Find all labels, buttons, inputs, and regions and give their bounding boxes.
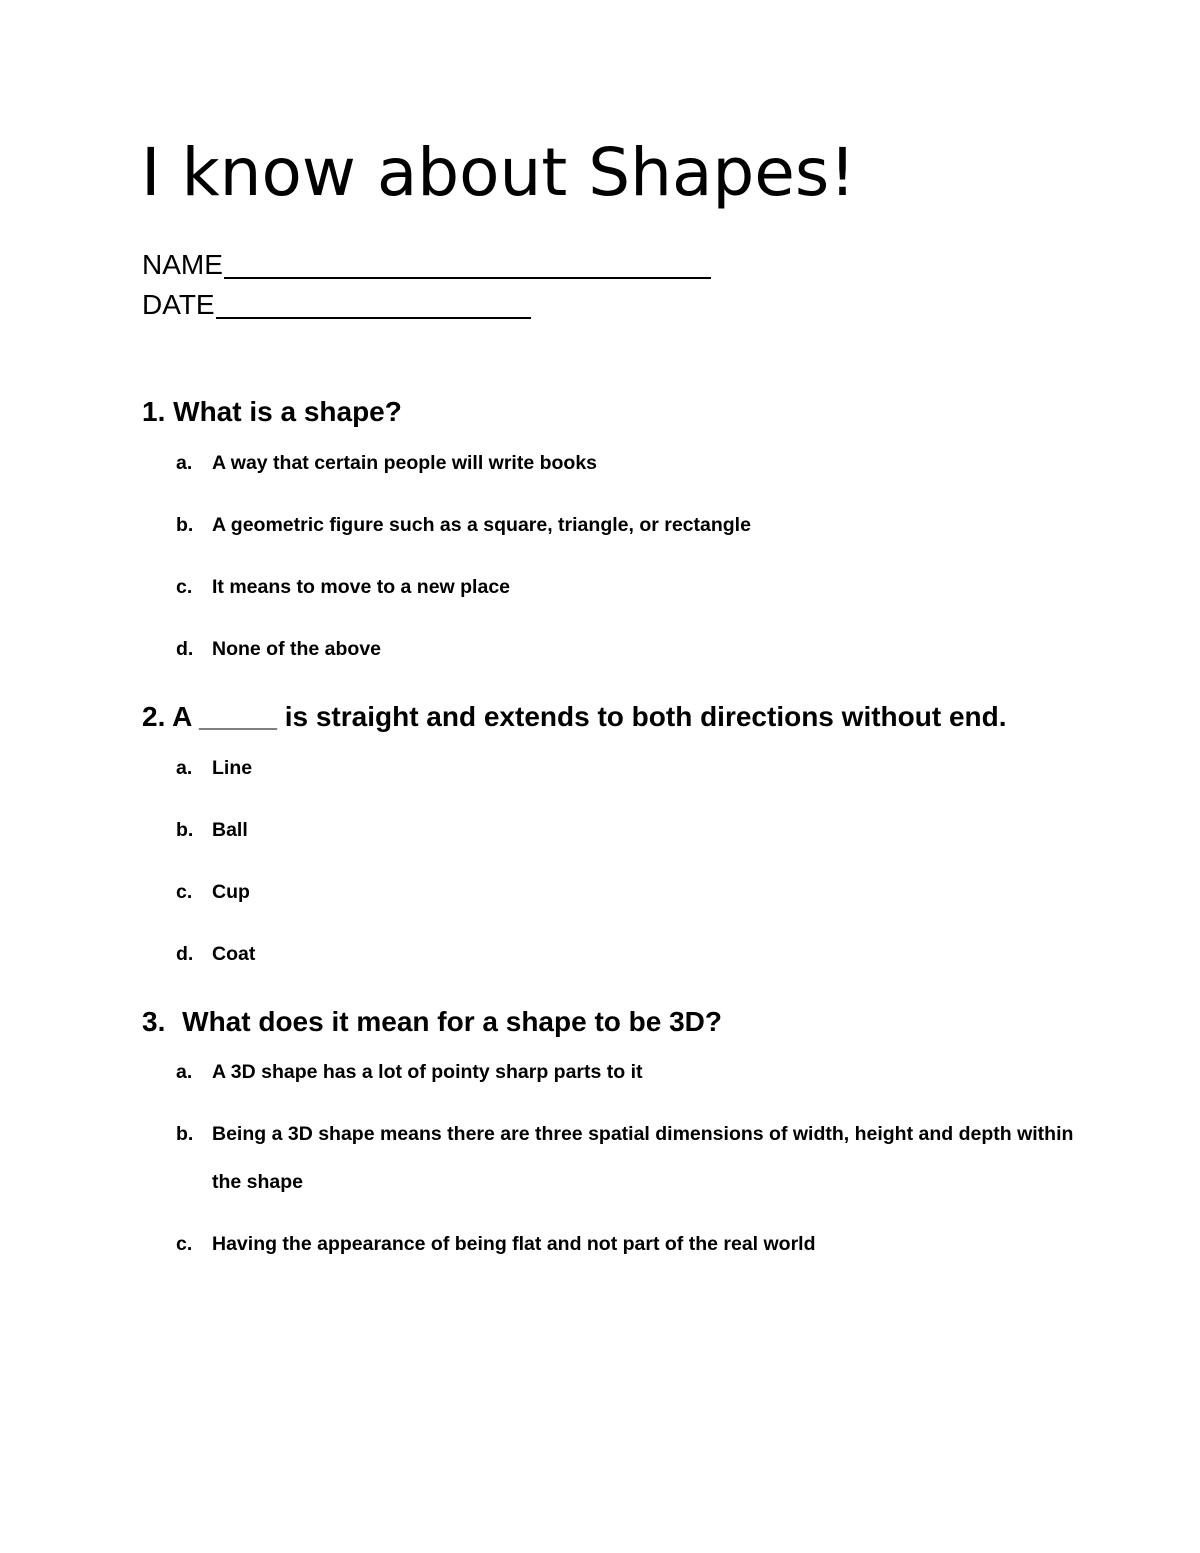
question-number: 3. — [142, 1006, 166, 1037]
date-field — [142, 291, 531, 319]
question-2-option-b — [176, 806, 1076, 854]
question-1 — [142, 398, 402, 426]
question-2-option-c — [176, 868, 1076, 916]
question-1-option-c — [176, 563, 1076, 611]
option-text: Ball — [212, 819, 248, 841]
name-field — [142, 251, 711, 279]
option-letter: d. — [176, 943, 194, 965]
question-number: 1. — [142, 396, 166, 427]
option-text: Being a 3D shape means there are three spatial dimensions of width, height and depth within the shape — [212, 1123, 1074, 1193]
option-text: A way that certain people will write books — [212, 452, 598, 474]
question-text: What is a shape? — [173, 396, 402, 427]
option-text: Line — [212, 757, 253, 779]
question-text: What does it mean for a shape to be 3D? — [182, 1006, 723, 1037]
option-letter: a. — [176, 452, 193, 474]
question-1-option-a — [176, 439, 1076, 487]
name-blank-line[interactable] — [224, 251, 711, 279]
worksheet-title: I know about Shapes! — [141, 134, 856, 211]
option-text: It means to move to a new place — [212, 576, 511, 598]
option-text: Cup — [212, 881, 250, 903]
question-3-option-b — [176, 1110, 1076, 1206]
option-text: None of the above — [212, 638, 382, 660]
option-letter: a. — [176, 1061, 193, 1083]
option-text: A 3D shape has a lot of pointy sharp parts to it — [212, 1061, 643, 1083]
option-letter: c. — [176, 1233, 193, 1255]
date-blank-line[interactable] — [216, 291, 531, 319]
option-text: A geometric figure such as a square, triangle, or rectangle — [212, 514, 751, 536]
question-1-option-d — [176, 625, 1076, 673]
name-label: NAME — [142, 249, 223, 280]
question-3-option-c — [176, 1220, 1076, 1268]
option-letter: d. — [176, 638, 194, 660]
question-text: A _____ is straight and extends to both directions without end. — [172, 701, 1007, 732]
option-text: Coat — [212, 943, 256, 965]
option-letter: b. — [176, 1123, 194, 1145]
question-2 — [142, 703, 1007, 731]
question-2-option-d — [176, 930, 1076, 978]
question-number: 2. — [142, 701, 166, 732]
question-3 — [142, 1008, 722, 1036]
option-letter: c. — [176, 576, 193, 598]
option-letter: b. — [176, 514, 194, 536]
option-letter: b. — [176, 819, 194, 841]
date-label: DATE — [142, 289, 215, 320]
question-1-option-b — [176, 501, 1076, 549]
option-letter: a. — [176, 757, 193, 779]
question-3-option-a — [176, 1048, 1076, 1096]
question-2-option-a — [176, 744, 1076, 792]
option-letter: c. — [176, 881, 193, 903]
option-text: Having the appearance of being flat and not part of the real world — [212, 1233, 816, 1255]
